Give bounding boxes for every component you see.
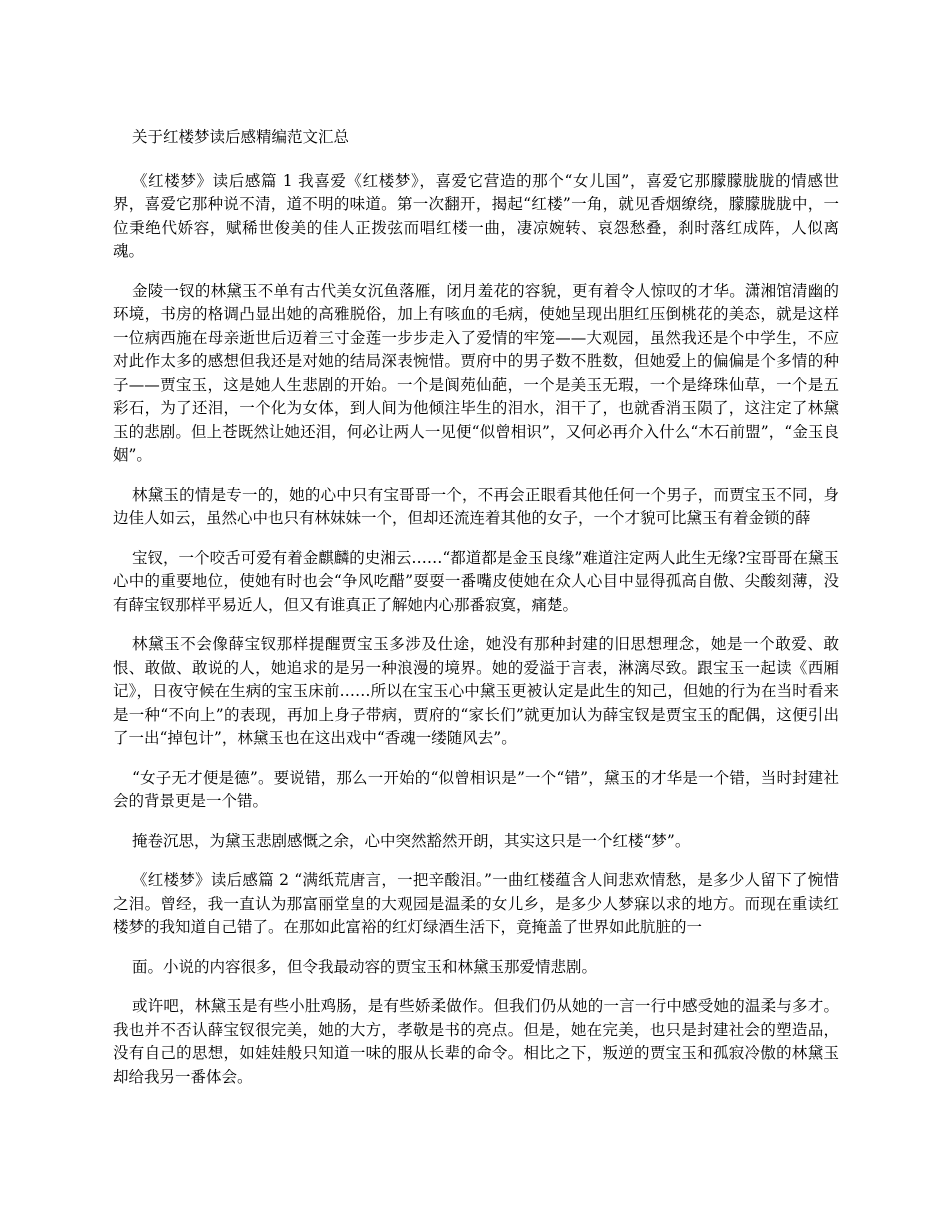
paragraph-2: 金陵一钗的林黛玉不单有古代美女沉鱼落雁，闭月羞花的容貌，更有着令人惊叹的才华。潇湘馆清幽的环境，书房的格调凸显出她的高雅脱俗，加上有咳血的毛病，使她呈现出胆红压倒桃花的美态，就是这样一位病西施在母亲逝世后迈着三寸金莲一步步走入了爱情的牢笼——大观园，虽然我还是个中学生，不应对此作太多的感想但我还是对她的结局深表惋惜。贾府中的男子数不胜数，但她爱上的偏偏是个多情的种子——贾宝玉，这是她人生悲剧的开始。一个是阆苑仙葩，一个是美玉无瑕，一个是绛珠仙草，一个是五彩石，为了还泪，一个化为女体，到人间为他倾注毕生的泪水，泪干了，也就香消玉陨了，这注定了林黛玉的悲剧。但上苍既然让她还泪，何必让两人一见便“似曾相识”，又何必再介入什么“木石前盟”，“金玉良姻”。: [113, 281, 839, 464]
document-page: [113, 126, 839, 1105]
paragraph-8: 《红楼梦》读后感篇 2 “满纸荒唐言，一把辛酸泪。”一曲红楼蕴含人间悲欢情愁，是多少人留下了惋惜之泪。曾经，我一直认为那富丽堂皇的大观园是温柔的女儿乡，是多少人梦寐以求的地方。而现在重读红楼梦的我知道自己错了。在那如此富裕的红灯绿酒生活下，竟掩盖了世界如此肮脏的一: [113, 871, 839, 936]
document-title: 关于红楼梦读后感精编范文汇总: [132, 128, 350, 146]
paragraph-6: “女子无才便是德”。要说错，那么一开始的“似曾相识是”一个“错”，黛玉的才华是一个错，当时封建社会的背景更是一个错。: [113, 768, 839, 810]
paragraph-5: 林黛玉不会像薛宝钗那样提醒贾宝玉多涉及仕途，她没有那种封建的旧思想理念，她是一个敢爱、敢恨、敢做、敢说的人，她追求的是另一种浪漫的境界。她的爱溢于言表，淋漓尽致。跟宝玉一起读《西厢记》，日夜守候在生病的宝玉床前……所以在宝玉心中黛玉更被认定是此生的知己，但她的行为在当时看来是一种“不向上”的表现，再加上身子带病，贾府的“家长们”就更加认为薛宝钗是贾宝玉的配偶，这便引出了一出“掉包计”，林黛玉也在这出戏中“香魂一缕随风去”。: [113, 635, 839, 747]
paragraph-1: 《红楼梦》读后感篇 1 我喜爱《红楼梦》，喜爱它营造的那个“女儿国”，喜爱它那朦朦胧胧的情感世界，喜爱它那种说不清，道不明的味道。第一次翻开，揭起“红楼”一角，就见香烟缭绕，朦朦胧胧中，一位秉绝代娇容，赋稀世俊美的佳人正拨弦而唱红楼一曲，凄凉婉转、哀怨愁叠，刹时落红成阵，人似离魂。: [113, 171, 839, 260]
paragraph-9: 面。小说的内容很多，但令我最动容的贾宝玉和林黛玉那爱情悲剧。: [132, 957, 598, 976]
paragraph-4: 宝钗，一个咬舌可爱有着金麒麟的史湘云……“都道都是金玉良缘”难道注定两人此生无缘?宝哥哥在黛玉心中的重要地位，使她有时也会“争风吃醋”耍耍一番嘴皮使她在众人心目中显得孤高自傲、尖酸刻薄，没有薛宝钗那样平易近人，但又有谁真正了解她内心那番寂寞，痛楚。: [113, 548, 839, 614]
paragraph-7: 掩卷沉思，为黛玉悲剧感慨之余，心中突然豁然开朗，其实这只是一个红楼“梦”。: [132, 831, 691, 850]
paragraph-10: 或许吧，林黛玉是有些小肚鸡肠，是有些娇柔做作。但我们仍从她的一言一行中感受她的温柔与多才。我也并不否认薛宝钗很完美，她的大方，孝敬是书的亮点。但是，她在完美，也只是封建社会的塑造品，没有自己的思想，如娃娃般只知道一味的服从长辈的命令。相比之下，叛逆的贾宝玉和孤寂冷傲的林黛玉却给我另一番体会。: [113, 997, 839, 1086]
paragraph-3: 林黛玉的情是专一的，她的心中只有宝哥哥一个，不再会正眼看其他任何一个男子，而贾宝玉不同，身边佳人如云，虽然心中也只有林妹妹一个，但却还流连着其他的女子，一个才貌可比黛玉有着金锁的薛: [113, 485, 839, 527]
